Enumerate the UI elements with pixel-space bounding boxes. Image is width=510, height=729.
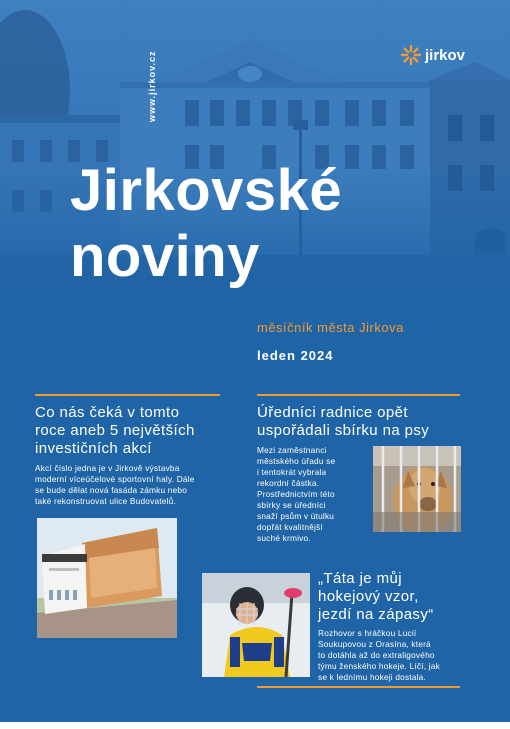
article-headline[interactable]: Co nás čeká v tomto roce aneb 5 největších investičních akcí [35, 404, 195, 457]
sun-logo-icon [400, 44, 422, 66]
newspaper-subtitle: měsíčník města Jirkova [257, 320, 404, 335]
website-url[interactable]: www.jirkov.cz [147, 50, 157, 122]
dog-in-shelter-photo[interactable] [373, 446, 461, 532]
issue-date: leden 2024 [257, 348, 334, 363]
article-text: Mezi zaměstnanci městského úřadu se i tentokrát vybrala rekordní částka. Prostřednictvím této sbírky se úředníci snaží psům v útulku dopřát kvalitnější suché krmivo. [257, 445, 336, 543]
divider-rule [35, 394, 220, 396]
divider-rule [257, 394, 460, 396]
jirkov-logo [400, 44, 465, 66]
newspaper-title: Jirkovské noviny [70, 158, 343, 289]
divider-rule [257, 686, 460, 688]
article-text: Rozhovor s hráčkou Lucií Soukupovou z Orasína, která to dotáhla až do extraligového týmu ženského hokeje. Líčí, jak se k lednímu hokeji dostala. [318, 628, 440, 682]
article-headline[interactable]: Úředníci radnice opět uspořádali sbírku na psy [257, 404, 430, 439]
sports-hall-rendering[interactable] [37, 518, 177, 638]
logo-text: jirkov [425, 46, 466, 64]
article-text: Akcí číslo jedna je v Jirkově výstavba moderní víceúčelové sportovní haly. Dále se bude dělat nová fasáda zámku nebo také rekonstruovat ulice Budovatelů. [35, 463, 195, 506]
hockey-player-photo[interactable] [202, 573, 310, 677]
article-headline[interactable]: „Táta je můj hokejový vzor, jezdí na zápasy“ [318, 570, 434, 623]
